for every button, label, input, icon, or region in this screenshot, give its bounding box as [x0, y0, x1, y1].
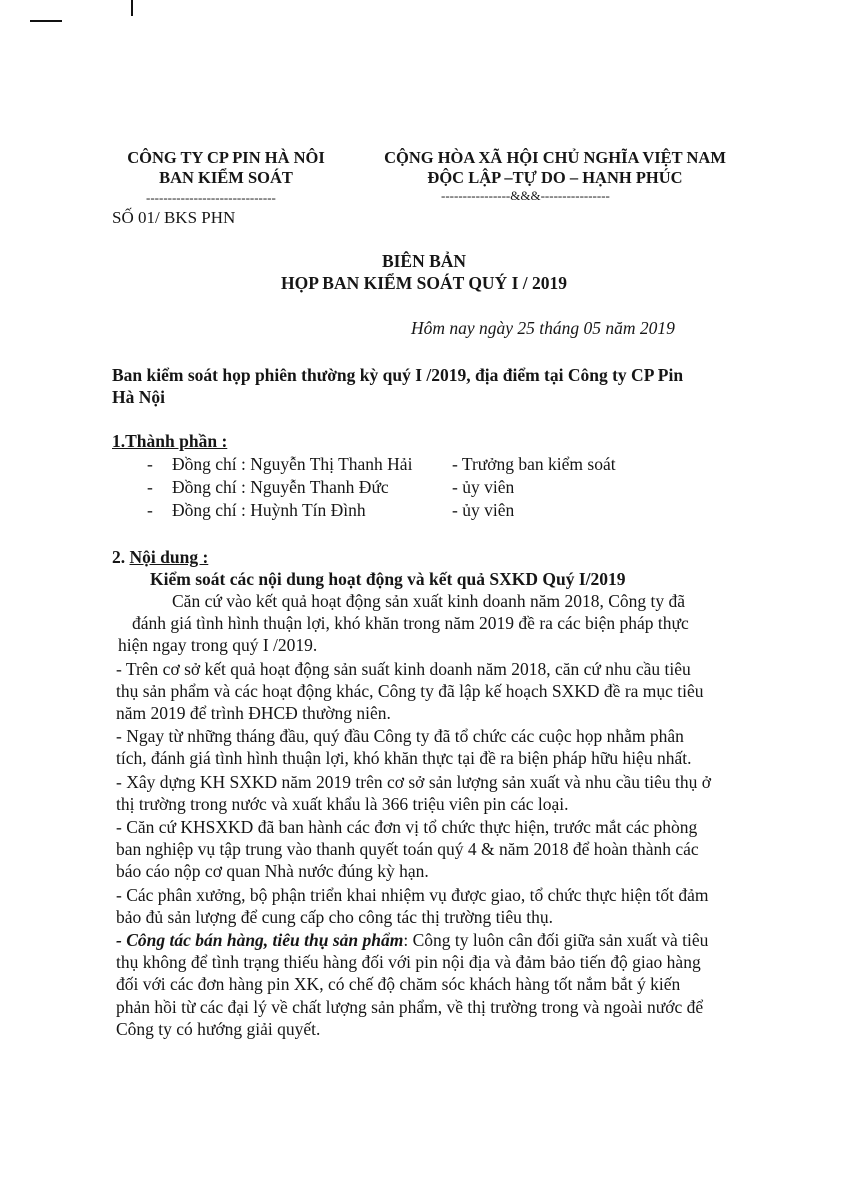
section1-heading: 1.Thành phần :: [112, 431, 228, 451]
para6-line: bảo đủ sản lượng để cung cấp cho công tác thị trường tiêu thụ.: [116, 907, 553, 927]
right-separator: ----------------&&&----------------: [441, 188, 610, 203]
para7-line: Công ty có hướng giải quyết.: [116, 1019, 321, 1039]
intro-line-2: Hà Nội: [112, 387, 165, 407]
section2-heading-text: Nội dung :: [129, 547, 209, 567]
member-name: Đồng chí : Huỳnh Tín Đình: [172, 500, 366, 520]
country-name: CỘNG HÒA XÃ HỘI CHỦ NGHĨA VIỆT NAM: [384, 148, 726, 167]
para2-line: - Trên cơ sở kết quả hoạt động sản suất kinh doanh năm 2018, căn cứ nhu cầu tiêu: [116, 659, 691, 679]
para1-line: Căn cứ vào kết quả hoạt động sản xuất kinh doanh năm 2018, Công ty đã: [172, 591, 686, 611]
company-name: CÔNG TY CP PIN HÀ NÔI: [127, 148, 325, 167]
member-dash: -: [147, 454, 153, 474]
document-title: BIÊN BẢN: [381, 251, 467, 271]
national-motto: ĐỘC LẬP –TỰ DO – HẠNH PHÚC: [427, 168, 683, 187]
meeting-date: Hôm nay ngày 25 tháng 05 năm 2019: [411, 318, 675, 338]
member-role: - ủy viên: [452, 477, 515, 497]
para5-line: ban nghiệp vụ tập trung vào thanh quyết toán quý 4 & năm 2018 để hoàn thành các: [116, 839, 699, 859]
para7-line: phản hồi từ các đại lý về chất lượng sản phẩm, về thị trường trong và ngoài nước để: [116, 997, 704, 1017]
para4-line: thị trường trong nước và xuất khẩu là 366 triệu viên pin các loại.: [116, 794, 569, 814]
para1-line: hiện ngay trong quý I /2019.: [118, 635, 318, 655]
intro-line-1: Ban kiểm soát họp phiên thường kỳ quý I /2019, địa điểm tại Công ty CP Pin: [112, 365, 684, 385]
para3-line: tích, đánh giá tình hình thuận lợi, khó khăn thực tại đề ra biện pháp hữu hiệu nhất.: [116, 748, 692, 768]
section2-subheading: Kiểm soát các nội dung hoạt động và kết quả SXKD Quý I/2019: [150, 569, 626, 589]
member-dash: -: [147, 477, 153, 497]
scan-mark-top-left: [30, 20, 62, 22]
para2-line: năm 2019 để trình ĐHCĐ thường niên.: [116, 703, 391, 723]
section2-heading: [112, 546, 812, 568]
para7-line: đối với các đơn hàng pin XK, có chế độ chăm sóc khách hàng tốt nắm bắt ý kiến: [116, 974, 681, 994]
para7-first-line: [116, 929, 816, 951]
member-name: Đồng chí : Nguyễn Thanh Đức: [172, 477, 389, 497]
para7-line: thụ không để tình trạng thiếu hàng đối với pin nội địa và đảm bảo tiến độ giao hàng: [116, 952, 701, 972]
para5-line: - Căn cứ KHSXKD đã ban hành các đơn vị tổ chức thực hiện, trước mắt các phòng: [116, 817, 698, 837]
sales-label: - Công tác bán hàng, tiêu thụ sản phẩm: [116, 930, 404, 950]
member-role: - ủy viên: [452, 500, 515, 520]
document-number: SỐ 01/ BKS PHN: [112, 208, 236, 227]
section2-number: 2.: [112, 547, 130, 567]
para6-line: - Các phân xưởng, bộ phận triển khai nhiệm vụ được giao, tổ chức thực hiện tốt đảm: [116, 885, 709, 905]
para4-line: - Xây dựng KH SXKD năm 2019 trên cơ sở sản lượng sản xuất và nhu cầu tiêu thụ ở: [116, 772, 711, 792]
document-subtitle: HỌP BAN KIỂM SOÁT QUÝ I / 2019: [280, 273, 568, 293]
para3-line: - Ngay từ những tháng đầu, quý đầu Công ty đã tổ chức các cuộc họp nhằm phân: [116, 726, 684, 746]
para7-line: : Công ty luôn cân đối giữa sản xuất và tiêu: [403, 930, 709, 950]
board-name: BAN KIỂM SOÁT: [159, 168, 293, 187]
scan-mark-top: [131, 0, 133, 16]
para5-line: báo cáo nộp cơ quan Nhà nước đúng kỳ hạn.: [116, 861, 429, 881]
left-separator: ------------------------------: [146, 190, 276, 205]
member-dash: -: [147, 500, 153, 520]
member-role: - Trưởng ban kiểm soát: [452, 454, 616, 474]
para2-line: thụ sản phẩm và các hoạt động khác, Công ty đã lập kế hoạch SXKD đề ra mục tiêu: [116, 681, 704, 701]
member-name: Đồng chí : Nguyễn Thị Thanh Hải: [172, 454, 413, 474]
para1-line: đánh giá tình hình thuận lợi, khó khăn trong năm 2019 đề ra các biện pháp thực: [132, 613, 689, 633]
